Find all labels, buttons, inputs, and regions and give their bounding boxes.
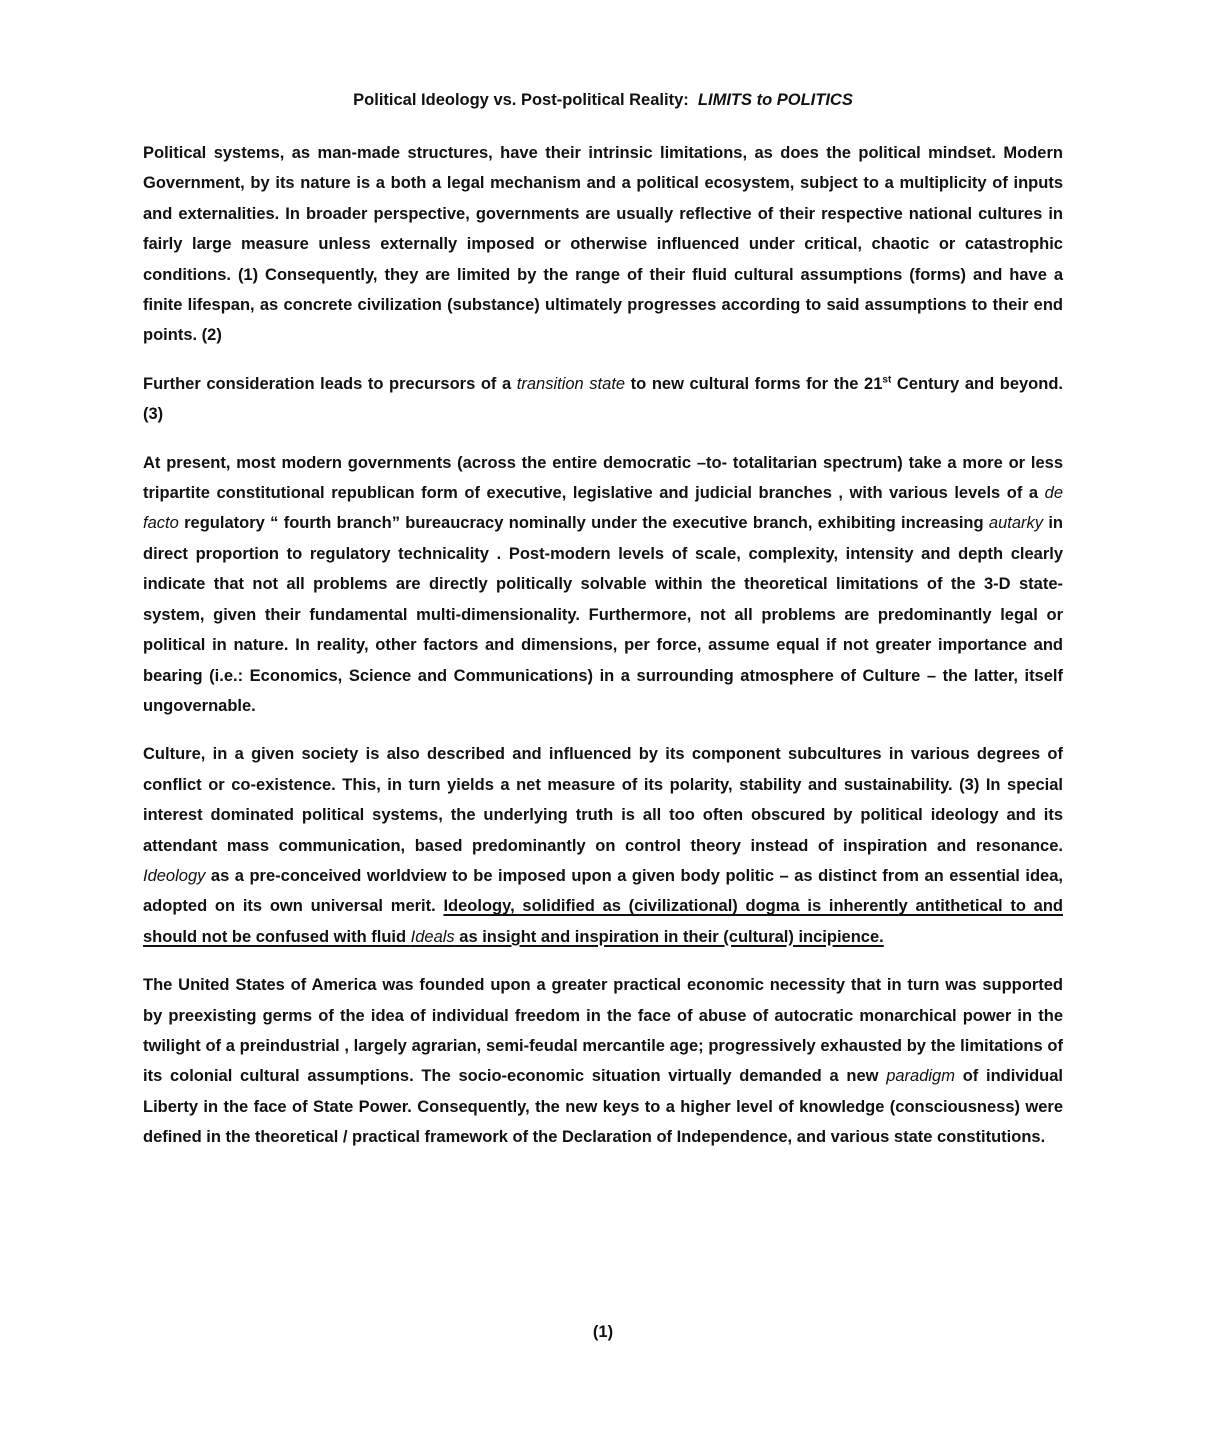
paragraph-4 bbox=[143, 739, 1063, 952]
p2-superscript: st bbox=[882, 374, 892, 386]
p4-text-a: Culture, in a given society is also described and influenced by its component subcultures in various degrees of conflict or co-existence. This, in turn yields a net measure of its polarity, stability and sustainability. (3) In special interest dominated political systems, the underlying truth is all too often obscured by political ideology and its attendant mass communication, based predominantly on control theory instead of inspiration and resonance. bbox=[143, 745, 1063, 855]
p3-italic-1: de facto bbox=[143, 484, 1063, 533]
paragraph-1: Political systems, as man-made structures, have their intrinsic limitations, as does the political mindset. Modern Government, by its nature is a both a legal mechanism and a political ecosystem, subject to a multiplicity of inputs and externalities. In broader perspective, governments are usually reflective of their respective national cultures in fairly large measure unless externally imposed or otherwise influenced under critical, chaotic or catastrophic conditions. (1) Consequently, they are limited by the range of their fluid cultural assumptions (forms) and have a finite lifespan, as concrete civilization (substance) ultimately progresses according to said assumptions to their end points. (2) bbox=[143, 144, 1063, 345]
p3-text-c: in direct proportion to regulatory technicality . Post-modern levels of scale, complexity, intensity and depth clearly indicate that not all problems are directly politically solvable within the theoretical limitations of the 3-D state-system, given their fundamental multi-dimensionality. Furthermore, not all problems are predominantly legal or political in nature. In reality, other factors and dimensions, per force, assume equal if not greater importance and bearing (i.e.: Economics, Science and Communications) in a surrounding atmosphere of Culture – the latter, itself ungovernable. bbox=[143, 514, 1064, 715]
p3-italic-2: autarky bbox=[988, 514, 1044, 533]
title-emphasis: LIMITS to POLITICS bbox=[697, 91, 853, 109]
p4-text-b: as a pre-conceived worldview to be imposed upon a given body politic – as distinct from an essential idea, adopted on its own universal merit. bbox=[143, 866, 1063, 916]
paragraph-3 bbox=[143, 448, 1063, 722]
p2-text-a: Further consideration leads to precursors of a bbox=[143, 374, 517, 393]
p2-text-b: to new cultural forms for the 21 bbox=[625, 374, 883, 393]
p3-text-a: At present, most modern governments (across the entire democratic –to- totalitarian spectrum) take a more or less tripartite constitutional republican form of executive, legislative and judicial branches , with various levels of a bbox=[143, 453, 1063, 503]
p4-underline-2: as insight and inspiration in their (cultural) incipience. bbox=[454, 927, 884, 946]
p5-text-b: of individual Liberty in the face of State Power. Consequently, the new keys to a higher level of knowledge (consciousness) were defined in the theoretical / practical framework of the Declaration of Independence, and various state constitutions. bbox=[143, 1067, 1063, 1147]
p5-text-a: The United States of America was founded upon a greater practical economic necessity that in turn was supported by preexisting germs of the idea of individual freedom in the face of abuse of autocratic monarchical power in the twilight of a preindustrial , largely agrarian, semi-feudal mercantile age; progressively exhausted by the limitations of its colonial cultural assumptions. The socio-economic situation virtually demanded a new bbox=[143, 976, 1063, 1086]
p2-italic: transition state bbox=[516, 374, 626, 393]
document-title bbox=[143, 88, 1063, 112]
p4-italic-1: Ideology bbox=[143, 866, 206, 885]
page-number: (1) bbox=[592, 1323, 614, 1341]
p3-text-b: regulatory “ fourth branch” bureaucracy nominally under the executive branch, exhibiting increasing bbox=[178, 514, 989, 533]
paragraph-5 bbox=[143, 970, 1063, 1152]
p2-text-c: Century and beyond. (3) bbox=[143, 374, 1063, 424]
p4-underline-italic: Ideals bbox=[410, 927, 455, 946]
paragraph-2 bbox=[143, 369, 1063, 430]
p4-underline-1: Ideology, solidified as (civilizational) dogma is inherently antithetical to and should not be confused with fluid bbox=[143, 897, 1063, 946]
document-page bbox=[143, 88, 1063, 1171]
p5-italic: paradigm bbox=[886, 1067, 955, 1086]
title-main: Political Ideology vs. Post-political Reality: bbox=[353, 91, 689, 109]
